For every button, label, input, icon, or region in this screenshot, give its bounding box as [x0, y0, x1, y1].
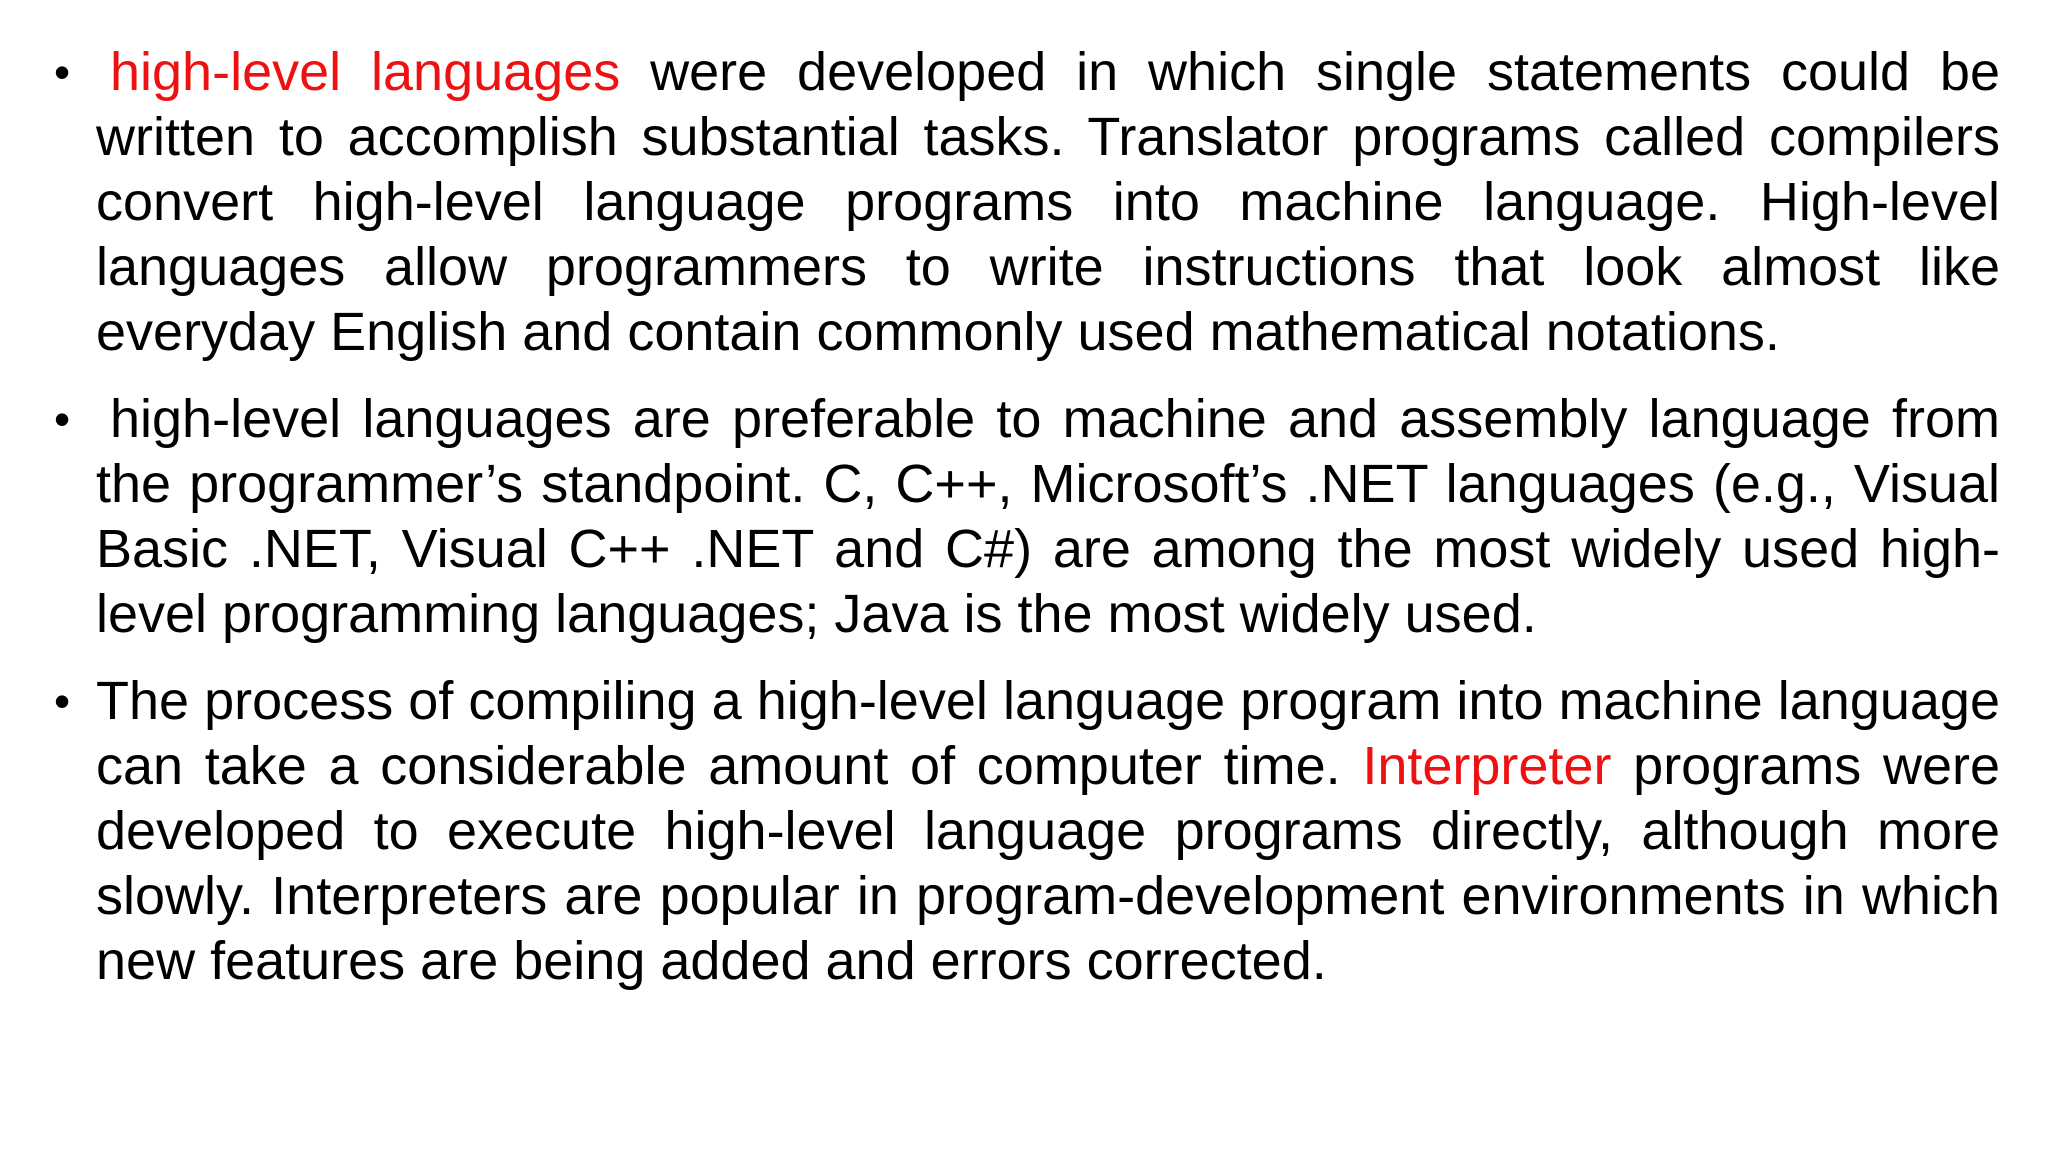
bullet-icon: • [54, 393, 71, 445]
bullet-item-preferable [54, 387, 2000, 647]
bullet-item-interpreter [54, 669, 2000, 994]
bullet-text: high-level languages are preferable to machine and assembly language from the programmer’s standpoint. C, C++, Microsoft’s .NET languages (e.g., Visual Basic .NET, Visual C++ .NET and C#) are among the most widely used high-level programming languages; Java is the most widely used. [96, 389, 2000, 644]
highlighted-term-high-level-languages: high-level languages [110, 42, 621, 102]
bullet-text: programs were developed to execute high-level language programs directly, although more slowly. Interpreters are popular in program-development environments in which new features are being added and errors corrected. [96, 736, 2000, 991]
bullet-text: The process of compiling a high-level language program into machine language can take a considerable amount of computer time. [96, 671, 2000, 796]
bullet-item-high-level-languages [54, 40, 2000, 365]
bullet-icon: • [54, 675, 71, 727]
bullet-text: were developed in which single statements could be written to accomplish substantial tasks. Translator programs called compilers convert high-level language programs into machine language. High-level languages allow programmers to write instructions that look almost like everyday English and contain commonly used mathematical notations. [96, 42, 2000, 362]
bullet-icon: • [54, 46, 71, 98]
bullet-list [54, 40, 2000, 1016]
highlighted-term-interpreter: Interpreter [1362, 736, 1612, 796]
